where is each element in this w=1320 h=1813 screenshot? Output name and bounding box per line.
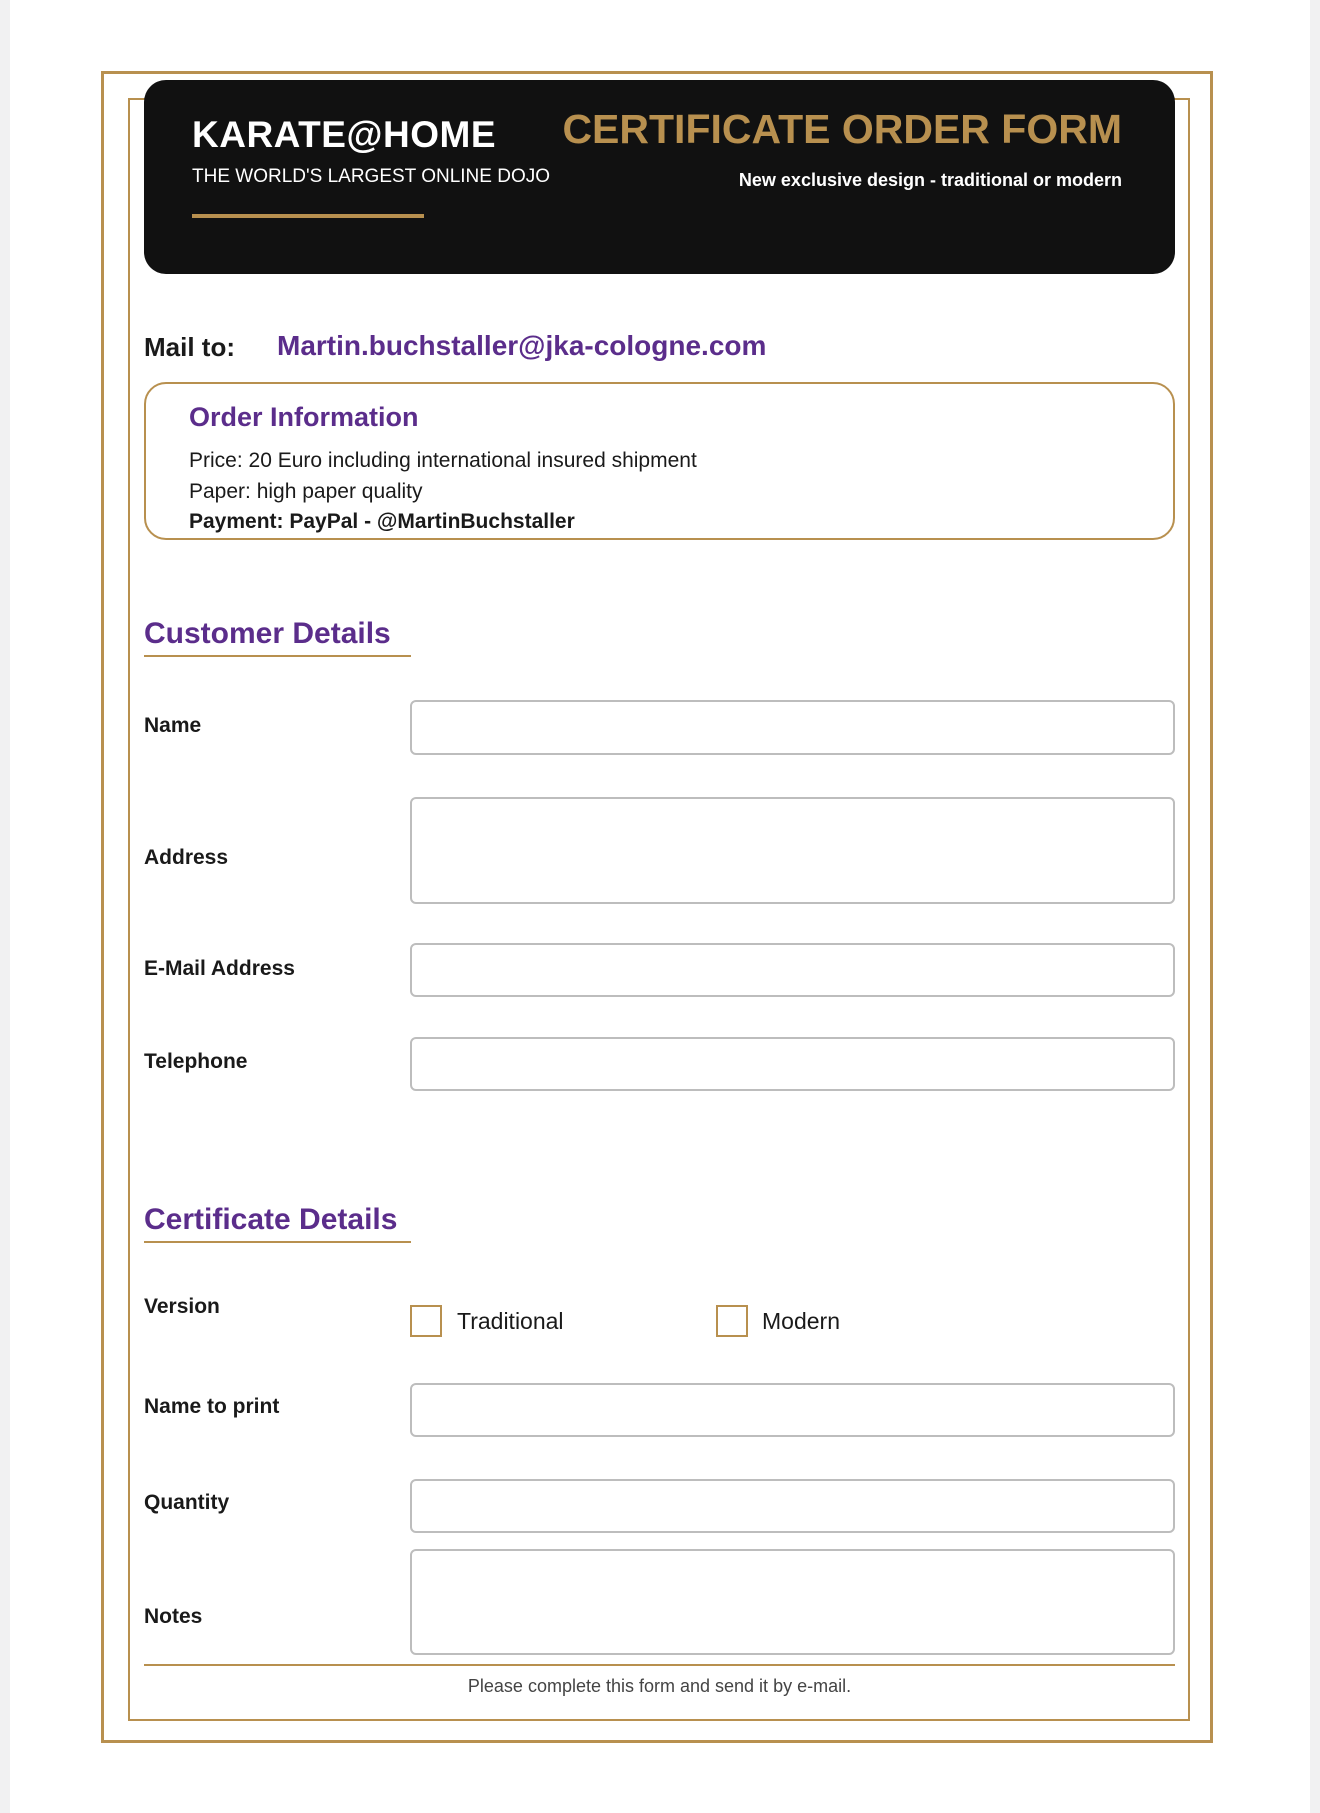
email-label: E-Mail Address [144, 957, 295, 980]
version-label: Version [144, 1295, 220, 1318]
notes-input[interactable] [410, 1549, 1175, 1655]
customer-details-underline [144, 655, 411, 657]
modern-option-label: Modern [762, 1308, 840, 1334]
quantity-input[interactable] [410, 1479, 1175, 1533]
form-title: CERTIFICATE ORDER FORM [562, 106, 1122, 152]
order-information-title: Order Information [189, 402, 419, 432]
footer-divider [144, 1664, 1175, 1666]
name-label: Name [144, 714, 202, 737]
modern-checkbox[interactable] [716, 1305, 748, 1337]
name-to-print-label: Name to print [144, 1395, 280, 1418]
email-input[interactable] [410, 943, 1175, 997]
address-label: Address [144, 846, 229, 869]
brand-name: KARATE@HOME [192, 114, 496, 155]
footer-note: Please complete this form and send it by e-mail. [467, 1676, 852, 1696]
brand-tagline: THE WORLD'S LARGEST ONLINE DOJO [192, 166, 551, 187]
brand-underline [192, 214, 424, 218]
name-input[interactable] [410, 700, 1175, 755]
traditional-option-label: Traditional [457, 1308, 564, 1334]
address-input[interactable] [410, 797, 1175, 904]
telephone-input[interactable] [410, 1037, 1175, 1091]
notes-label: Notes [144, 1605, 203, 1628]
price-line: Price: 20 Euro including international insured shipment [189, 449, 697, 472]
customer-details-heading: Customer Details [144, 617, 391, 650]
traditional-checkbox[interactable] [410, 1305, 442, 1337]
quantity-label: Quantity [144, 1491, 230, 1514]
paper-line: Paper: high paper quality [189, 480, 423, 503]
mail-to-label: Mail to: [144, 332, 235, 362]
payment-line: Payment: PayPal - @MartinBuchstaller [189, 510, 575, 533]
header-banner [144, 80, 1175, 274]
telephone-label: Telephone [144, 1050, 248, 1073]
certificate-details-underline [144, 1241, 411, 1243]
name-to-print-input[interactable] [410, 1383, 1175, 1437]
mail-to-link[interactable]: Martin.buchstaller@jka-cologne.com [277, 330, 767, 361]
certificate-details-heading: Certificate Details [144, 1203, 398, 1236]
order-information-box [144, 382, 1175, 540]
form-subtitle: New exclusive design - traditional or modern [738, 170, 1122, 190]
